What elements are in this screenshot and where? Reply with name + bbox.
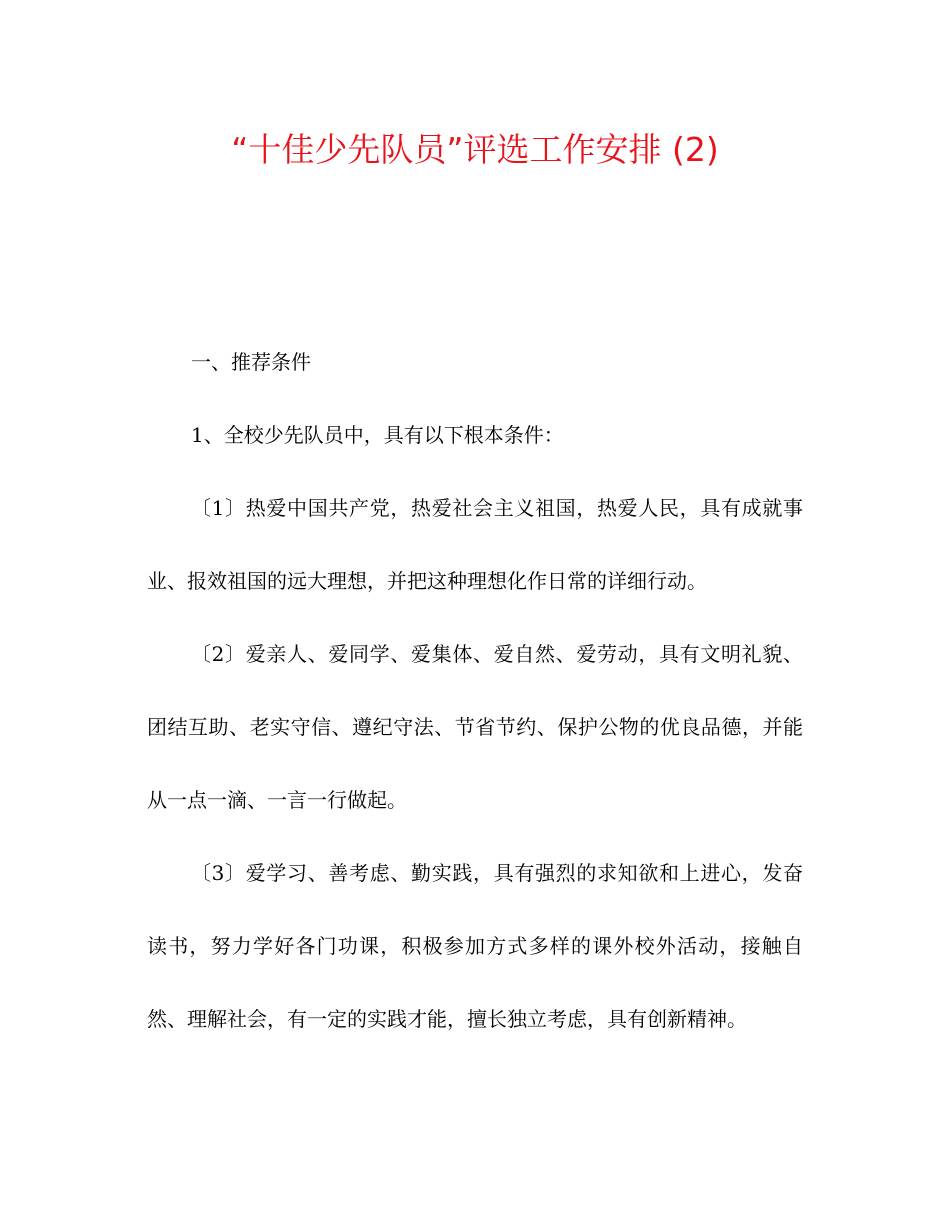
document-title: “十佳少先队员”评选工作安排 (2) <box>231 130 719 169</box>
paragraph-basic-conditions-intro: 1、全校少先队员中，具有以下根本条件： <box>191 423 564 447</box>
paragraph-condition-3: 〔3〕爱学习、善考虑、勤实践，具有强烈的求知欲和上进心，发奋读书，努力学好各门功课，积极参加方式多样的课外校外活动，接触自然、理解社会，有一定的实践才能，擅长独立考虑，具有创新精神。 <box>147 861 803 1031</box>
paragraph-condition-2: 〔2〕爱亲人、爱同学、爱集体、爱自然、爱劳动，具有文明礼貌、团结互助、老实守信、遵纪守法、节省节约、保护公物的优良品德，并能从一点一滴、一言一行做起。 <box>147 642 803 812</box>
paragraph-condition-1: 〔1〕热爱中国共产党，热爱社会主义祖国，热爱人民，具有成就事业、报效祖国的远大理想，并把这种理想化作日常的详细行动。 <box>147 496 803 593</box>
document-body <box>147 326 803 1056</box>
section-heading-recommendation-conditions: 一、推荐条件 <box>191 350 311 374</box>
